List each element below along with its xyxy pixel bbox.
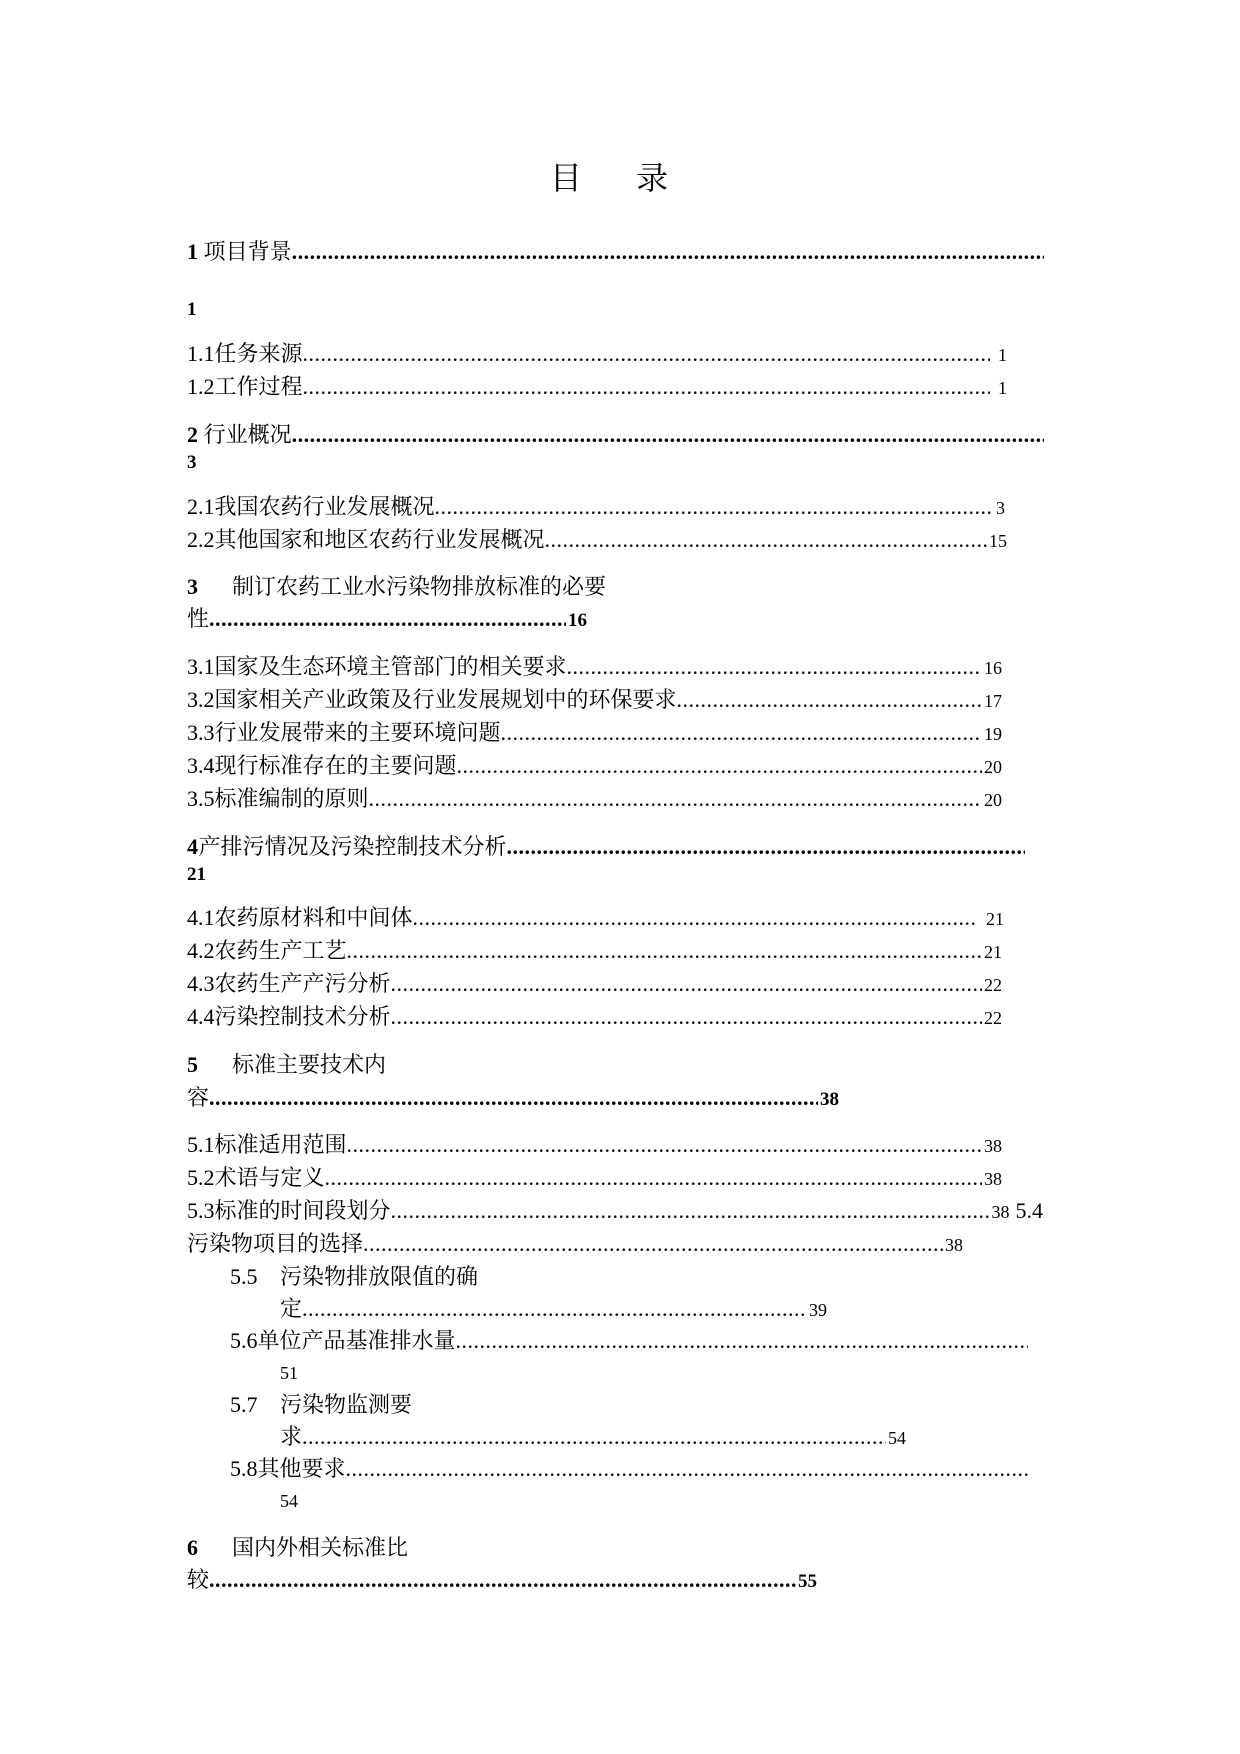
toc-section-5-6[interactable] — [230, 1328, 1028, 1354]
toc-number: 3.1 — [187, 654, 215, 679]
toc-title: 现行标准存在的主要问题 — [214, 753, 457, 778]
toc-title: 污染物监测要 — [280, 1392, 413, 1417]
toc-chapter-5[interactable] — [187, 1052, 386, 1078]
toc-page-number: 21 — [984, 942, 1002, 962]
toc-page-number: 16 — [984, 658, 1002, 678]
toc-chapter-3-continued[interactable] — [187, 606, 587, 634]
toc-page-number: 54 — [888, 1428, 906, 1448]
toc-leader — [209, 1567, 796, 1593]
toc-section-4-1[interactable] — [187, 905, 1004, 932]
toc-page-number: 21 — [986, 909, 1004, 929]
toc-title: 行业发展带来的主要环境问题 — [214, 720, 501, 745]
toc-section-5-1[interactable] — [187, 1132, 1002, 1159]
toc-page-number: 3 — [996, 498, 1005, 518]
toc-title: 标准编制的原则 — [214, 786, 369, 811]
page-title: 目 录 — [549, 159, 691, 197]
toc-title: 其他要求 — [257, 1456, 346, 1481]
toc-title: 国家相关产业政策及行业发展规划中的环保要求 — [214, 687, 677, 712]
toc-number: 5.1 — [187, 1132, 215, 1157]
toc-number: 2.1 — [187, 494, 215, 519]
toc-leader — [501, 720, 982, 746]
toc-section-3-4[interactable] — [187, 753, 1002, 780]
toc-chapter-5-continued[interactable] — [187, 1085, 839, 1113]
toc-number: 4.1 — [187, 905, 215, 930]
toc-leader — [363, 1231, 943, 1257]
toc-leader — [292, 239, 1044, 265]
toc-section-1-1[interactable] — [187, 341, 1007, 368]
toc-leader — [292, 422, 1044, 448]
toc-number: 1.2 — [187, 374, 215, 399]
toc-page-number: 1 — [998, 378, 1007, 398]
toc-page-number: 22 — [984, 1008, 1002, 1028]
toc-leader — [209, 1085, 818, 1111]
toc-number: 2 — [187, 422, 198, 447]
toc-leader — [435, 494, 994, 520]
toc-section-4-2[interactable] — [187, 938, 1002, 965]
toc-number: 4.2 — [187, 938, 215, 963]
toc-section-5-7-continued[interactable] — [280, 1424, 906, 1451]
toc-leader — [391, 971, 982, 997]
toc-number: 4.3 — [187, 971, 215, 996]
toc-chapter-3[interactable] — [187, 574, 606, 600]
toc-page-number: 20 — [984, 790, 1002, 810]
toc-title: 单位产品基准排水量 — [257, 1328, 456, 1353]
toc-leader — [456, 1328, 1028, 1354]
toc-section-5-7[interactable] — [230, 1392, 412, 1418]
toc-title-continued: 求 — [280, 1424, 303, 1449]
toc-page-number: 38 — [984, 1136, 1002, 1156]
toc-section-3-2[interactable] — [187, 687, 1002, 714]
toc-page-number: 38 — [991, 1202, 1010, 1222]
toc-number: 3 — [187, 574, 198, 599]
toc-leader — [369, 786, 982, 812]
toc-page-number: 20 — [984, 757, 1002, 777]
toc-leader — [567, 654, 982, 680]
toc-number: 3.3 — [187, 720, 215, 745]
toc-page-number: 1 — [187, 299, 197, 320]
toc-page-number: 51 — [280, 1363, 298, 1383]
toc-leader — [303, 341, 990, 367]
toc-number: 5.6 — [230, 1328, 258, 1353]
toc-leader — [413, 905, 978, 931]
toc-title-continued: 定 — [280, 1296, 303, 1321]
toc-title: 污染控制技术分析 — [214, 1004, 391, 1029]
toc-section-5-5-continued[interactable] — [280, 1296, 827, 1323]
toc-title-continued: 容 — [187, 1085, 210, 1110]
toc-section-2-1[interactable] — [187, 494, 1005, 521]
toc-section-5-3[interactable] — [187, 1198, 1043, 1225]
toc-number: 4.4 — [187, 1004, 215, 1029]
toc-number: 4 — [187, 834, 198, 859]
toc-page-number: 16 — [568, 610, 587, 631]
toc-leader — [303, 374, 990, 400]
toc-title: 标准主要技术内 — [232, 1052, 387, 1077]
toc-title: 国家及生态环境主管部门的相关要求 — [214, 654, 567, 679]
toc-number: 5.5 — [230, 1264, 258, 1289]
toc-number: 2.2 — [187, 527, 215, 552]
toc-title: 标准适用范围 — [214, 1132, 347, 1157]
toc-title: 产排污情况及污染控制技术分析 — [198, 834, 507, 859]
toc-number: 3.2 — [187, 687, 215, 712]
toc-title-continued: 性 — [187, 606, 210, 631]
toc-leader — [209, 606, 566, 632]
toc-title: 工作过程 — [214, 374, 303, 399]
toc-page-number: 38 — [945, 1235, 963, 1255]
toc-title: 任务来源 — [214, 341, 303, 366]
toc-leader — [457, 753, 982, 779]
toc-page-number: 19 — [984, 724, 1002, 744]
toc-section-3-3[interactable] — [187, 720, 1002, 747]
toc-leader — [391, 1198, 990, 1224]
toc-page-number: 22 — [984, 975, 1002, 995]
toc-number: 5.8 — [230, 1456, 258, 1481]
toc-number: 3.5 — [187, 786, 215, 811]
toc-title: 农药生产产污分析 — [214, 971, 391, 996]
toc-title: 行业概况 — [203, 422, 292, 447]
toc-chapter-2[interactable] — [187, 422, 1044, 448]
toc-section-2-2[interactable] — [187, 527, 1007, 554]
toc-leader — [302, 1296, 807, 1322]
toc-page-number: 3 — [187, 452, 197, 473]
toc-title: 制订农药工业水污染物排放标准的必要 — [232, 574, 607, 599]
toc-leader — [391, 1004, 982, 1030]
toc-number-5-4: 5.4 — [1015, 1198, 1043, 1223]
toc-leader — [302, 1424, 886, 1450]
toc-title: 农药生产工艺 — [214, 938, 347, 963]
toc-page-number: 39 — [809, 1300, 827, 1320]
toc-section-4-4[interactable] — [187, 1004, 1002, 1031]
toc-leader — [325, 1165, 982, 1191]
toc-page-number: 1 — [998, 345, 1007, 365]
toc-leader — [347, 1132, 982, 1158]
toc-section-5-4[interactable] — [187, 1231, 963, 1258]
toc-number: 1.1 — [187, 341, 215, 366]
toc-page-number: 15 — [989, 531, 1007, 551]
toc-title: 污染物项目的选择 — [187, 1231, 364, 1256]
toc-number: 5.7 — [230, 1392, 258, 1417]
toc-leader — [506, 834, 1025, 860]
toc-title: 农药原材料和中间体 — [214, 905, 413, 930]
toc-page-number: 38 — [984, 1169, 1002, 1189]
toc-title: 其他国家和地区农药行业发展概况 — [214, 527, 545, 552]
toc-number: 6 — [187, 1535, 198, 1560]
toc-title: 标准的时间段划分 — [214, 1198, 391, 1223]
toc-title: 污染物排放限值的确 — [280, 1264, 479, 1289]
toc-leader — [677, 687, 982, 713]
toc-number: 3.4 — [187, 753, 215, 778]
toc-section-3-1[interactable] — [187, 654, 1002, 681]
toc-title: 国内外相关标准比 — [232, 1535, 409, 1560]
toc-section-5-5[interactable] — [230, 1264, 478, 1290]
toc-chapter-6-continued[interactable] — [187, 1567, 817, 1595]
toc-number: 5.3 — [187, 1198, 215, 1223]
toc-title: 术语与定义 — [214, 1165, 325, 1190]
toc-page-number: 17 — [984, 691, 1002, 711]
toc-title: 项目背景 — [203, 239, 292, 264]
toc-number: 1 — [187, 239, 198, 264]
toc-leader — [545, 527, 987, 553]
toc-title-continued: 较 — [187, 1567, 210, 1592]
toc-section-3-5[interactable] — [187, 786, 1002, 813]
toc-number: 5 — [187, 1052, 198, 1077]
toc-page-number: 38 — [820, 1089, 839, 1110]
toc-leader — [347, 938, 982, 964]
toc-section-5-2[interactable] — [187, 1165, 1002, 1192]
toc-title: 我国农药行业发展概况 — [214, 494, 435, 519]
toc-chapter-1[interactable] — [187, 239, 1044, 265]
toc-section-5-8[interactable] — [230, 1456, 1028, 1482]
toc-chapter-6[interactable] — [187, 1535, 408, 1561]
toc-section-1-2[interactable] — [187, 374, 1007, 401]
toc-page-number: 55 — [798, 1571, 817, 1592]
toc-number: 5.2 — [187, 1165, 215, 1190]
toc-page-number: 54 — [280, 1491, 298, 1511]
toc-section-4-3[interactable] — [187, 971, 1002, 998]
toc-chapter-4[interactable] — [187, 834, 1025, 860]
toc-page-number: 21 — [187, 864, 206, 885]
toc-leader — [346, 1456, 1028, 1482]
